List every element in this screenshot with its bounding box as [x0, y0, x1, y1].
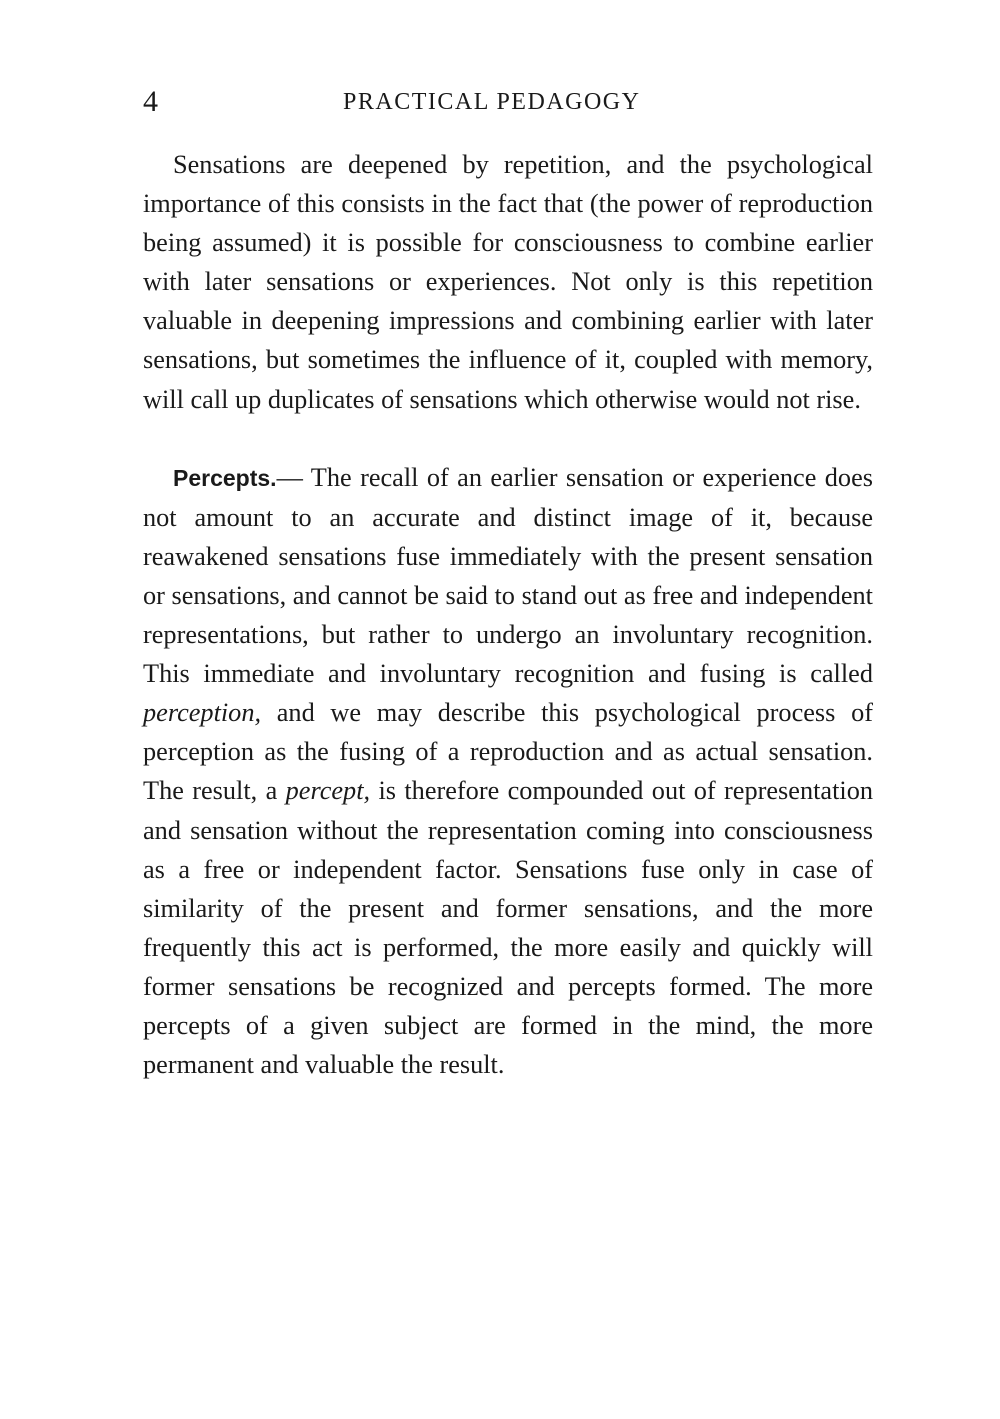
- italic-term-percept: percept,: [285, 776, 371, 806]
- paragraph-text: — The recall of an earlier sensation or experience does not amount to an accurate and distinct image of it, because reawakened sensations fuse immediately with the present sensation or sensations, and cannot be said to stand out as free and independent representations, but rather to undergo an involuntary recognition. This immediate and involuntary recognition and fusing is called: [143, 462, 873, 689]
- body-text: [143, 145, 873, 1084]
- italic-term-perception: perception,: [143, 698, 262, 728]
- section-heading-percepts: Percepts.: [173, 464, 277, 491]
- running-head: [143, 84, 873, 120]
- paragraph-text: and we may describe this psychological process of perception as the fusing of a reproduction and as actual sensation. The result, a: [143, 698, 873, 806]
- paragraph-percepts: [143, 458, 873, 1085]
- paragraph-text: is therefore compounded out of representation and sensation without the representation coming into consciousness as a free or independent factor. Sensations fuse only in case of similarity of the present and former sensations, and the more frequently this act is performed, the more easily and quickly will former sensations be recognized and percepts formed. The more percepts of a given subject are formed in the mind, the more permanent and valuable the result.: [143, 776, 873, 1080]
- paragraph-sensations: Sensations are deepened by repetition, and the psychological importance of this consists in the fact that (the power of reproduction being assumed) it is possible for consciousness to combine earlier with later sensations or experiences. Not only is this repetition valuable in deepening impressions and combining earlier with later sensations, but sometimes the influence of it, coupled with memory, will call up duplicates of sensations which otherwise would not rise.: [143, 150, 873, 414]
- running-title: PRACTICAL PEDAGOGY: [343, 89, 641, 115]
- page-number: 4: [143, 85, 158, 118]
